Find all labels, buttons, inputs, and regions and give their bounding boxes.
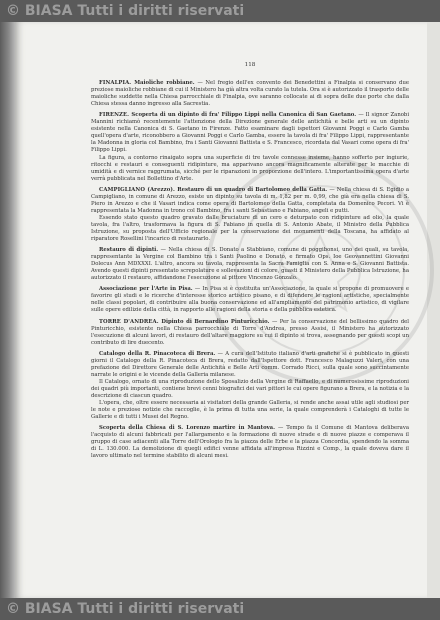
entry-place: FIRENZE. <box>99 112 132 119</box>
entry-body: La figura, a contorno rinaigato sopra una superficie di tre tavole connesse insieme, hanno sofferto per ingiurie, ritocchi e restauri e conseguenti ridipinture, ma apparivano ancora magnificamente alterate per le macchie di umidità e di vernice raggrumata, sicché per le riparazioni in proporzione dell'intero. L'importantissima opera d'arte verrà pubblicata nel Bollettino d'Arte. <box>91 154 409 182</box>
entry-paragraph <box>91 80 409 108</box>
entry-body: — Tempo fa il Comune di Mantova deliberava l'acquisto di alcuni fabbricati per l'allargamento e la formazione di nuove strade e di nuove piazze e comperava il gruppo di case adiacenti alla Torre dell'Orologio fra la piazza delle Erbe e la piazza Concordia, spendendo la somma di L. 130.000. La demolizione di quegli edifici venne affidata all'impresa Rizzini e Comp., la quale doveva dare il lavoro ultimato nel termine stabilito di alcuni mesi. <box>91 425 409 460</box>
news-entry <box>91 319 409 347</box>
entry-body: L'opera, che, oltre essere necessaria ai visitatori della grande Galleria, si rende anche assai utile agli studiosi per le note e preziose notizie che raccoglie, è la prima di tutta una serie, la quale comprenderà i Cataloghi di tutte le Gallerie e di tutti i Musei del Regno. <box>91 400 409 421</box>
news-entry <box>91 351 409 421</box>
entry-place: FINALPIA. <box>99 80 135 87</box>
entry-paragraph <box>91 155 409 183</box>
watermark-banner-bottom: © BIASA Tutti i diritti riservati <box>0 598 440 620</box>
entry-title: Maioliche robbiane. <box>134 80 198 87</box>
news-entry <box>91 187 409 243</box>
page-number: 118 <box>244 62 256 68</box>
entry-paragraph <box>91 400 409 421</box>
entry-body: — A cura dell'Istituto italiano d'arti grafiche si è pubblicato in questi giorni il Catalogo della R. Pinacoteca di Brera, redatto dall'Ispettore dott. Francesco Malaguzzi Valeri, con una prefazione del Direttore Generale delle Antichità e Belle Arti comm. Corrado Ricci, sulla quale sono succintamente narrate le origini e le vicende della Galleria milanese. <box>91 350 409 378</box>
entry-paragraph <box>91 351 409 379</box>
entry-body: — Per la conservazione del bellissimo quadro del Pinturicchio, esistente nella Chiesa parrocchiale di Torre d'Andrea, presso Assisi, il Ministero ha autorizzato l'esecuzione di alcuni lavori, di restauro dell'altare maggiore su cui il dipinto si trova, assegnando per questi scopi un contributo di lire duecento. <box>91 318 409 346</box>
news-entry <box>91 425 409 460</box>
entry-title: Restauro di un quadro di Bartolomeo della Gatta. <box>177 186 330 193</box>
entry-paragraph <box>91 215 409 243</box>
entry-place: TORRE D'ANDREA. <box>99 318 162 325</box>
news-entry <box>91 286 409 314</box>
entry-body: — Il signor Zanobi Mannini richiamò recentemente l'attenzione della Direzione generale delle antichità e belle arti su un dipinto esistente nella Canonica di S. Gaetano in Firenze. Fatto esaminare dagli ispettori Giovanni Poggi e Carlo Gamba quell'opera d'arte, riconobbero a Giovanni Poggi e Carlo Gamba, essere la tavola di fra' Filippo Lippi, rappresentante la Madonna in gloria col Bambino, fra i Santi Giovanni Battista e S. Francesco, ricordata dal Vasari come opera di fra' Filippo Lippi. <box>91 112 410 154</box>
entry-place: CAMPIGLIANO (Arezzo). <box>99 186 178 193</box>
watermark-banner-top: © BIASA Tutti i diritti riservati <box>0 0 440 22</box>
news-entry <box>91 247 409 282</box>
entry-body: — Nella chiesa di S. Donato a Stabbiano, comune di poggibonsi, uno dei quali, su tavola, rappresentante la Vergine col Bambino tra i Santi Paolino e Donato, e firmato Ops. Ioe Geovannettini Giovanni Dolecus Ann MDXXXI. L'altro, ancora su tavola, rappresenta la Sacra Famiglia con S. Anna e S. Giovanni Battista. Avendo questi dipinti presentato screpolature e sollevazioni di colore, guasti il Ministero della Pubblica Istruzione, ha autorizzato il restauro, affidandone l'esecuzione al pittore Vincenzo Gonzalo. <box>91 247 409 282</box>
notes-list <box>91 80 409 460</box>
page-edge <box>427 22 440 598</box>
article-text-column <box>91 62 409 464</box>
entry-paragraph <box>91 319 409 347</box>
entry-paragraph <box>91 112 409 154</box>
news-entry <box>91 80 409 108</box>
entry-body: Essendo stato questo quadro gravato dalle bruciature di un cero e deturpato con ridipinture ad olio, la quale tavola, fra l'altro, trasformava la figura di S. Fabiano in quella di S. Antonio Abate, il Ministro della Pubblica Istruzione, su proposta dell'Ufficio regionale per la conservazione dei monumenti della Toscana, ha affidato al riparatore Rosellini l'incarico di restaurarlo. <box>91 214 409 243</box>
entry-title: Restauro di dipinti. <box>99 247 161 254</box>
entry-paragraph <box>91 187 409 215</box>
entry-title: Scoperta di un dipinto di fra' Filippo Lippi nella Canonica di San Gaetano. <box>131 112 359 119</box>
entry-paragraph <box>91 379 409 400</box>
entry-body: Il Catalogo, ornato di una riproduzione dello Sposalizio della Vergine di Raffaello, e di numerosissime riproduzioni dei quadri più importanti, contiene brevi cenni biografici dei vari pittori le cui opere figurano a Brera, e la notizia e la descrizione di ciascun quadro. <box>91 378 409 399</box>
entry-paragraph <box>91 247 409 282</box>
entry-title: Associazione per l'Arte in Pisa. <box>99 286 195 293</box>
entry-title: Dipinto di Bernardino Pinturicchio. <box>161 318 272 325</box>
entry-body: — Nel fregio dell'ex convento dei Benedettini a Finalpia si conservano due preziose maioliche robbiane di cui il Ministero ha già altra volta curato la tutela. Ora si è autorizzato il trasporto delle maioliche suddette nella Chiesa parrocchiale di Finalpia, ove saranno collocate ai di sopra delle due porte che dalla Chiesa stessa danno ingresso alla Sacrestia. <box>91 80 409 108</box>
entry-body: — Nella chiesa di S. Egidio a Campigliano, in comune di Arezzo, esiste un dipinto su tavola di m. 1,82 per m. 0,99, che già era nella chiesa di S. Piero in Arezzo e che il Vasari indica come opera di Bartolomeo della Gatta, completata da Domenico Pecori. Vi è rappresentata la Madonna in trono col Bambino, fra i santi Sebastiano e Fabiano, angeli e putti. <box>91 186 409 214</box>
entry-title: Catalogo della R. Pinacoteca di Brera. <box>99 350 218 357</box>
entry-title: Scoperta della Chiesa di S. Lorenzo martire in Mantova. <box>99 425 279 432</box>
entry-paragraph <box>91 425 409 460</box>
entry-body: — In Pisa si è costituita un'Associazione, la quale si propone di promuovere e favorire gli studi e le ricerche d'interesse storico artistico pisano, e di difendere le ragioni artistiche, specialmente nelle classi popolari, di contribuire alla buona conservazione ed all'ampliamento del patrimonio artistico, di vigilare sulle opere edilizie della città, in rapporto alle ragioni della storia e della pubblica estetica. <box>91 286 409 314</box>
book-spine-shadow <box>0 22 15 598</box>
news-entry <box>91 112 409 182</box>
entry-paragraph <box>91 286 409 314</box>
